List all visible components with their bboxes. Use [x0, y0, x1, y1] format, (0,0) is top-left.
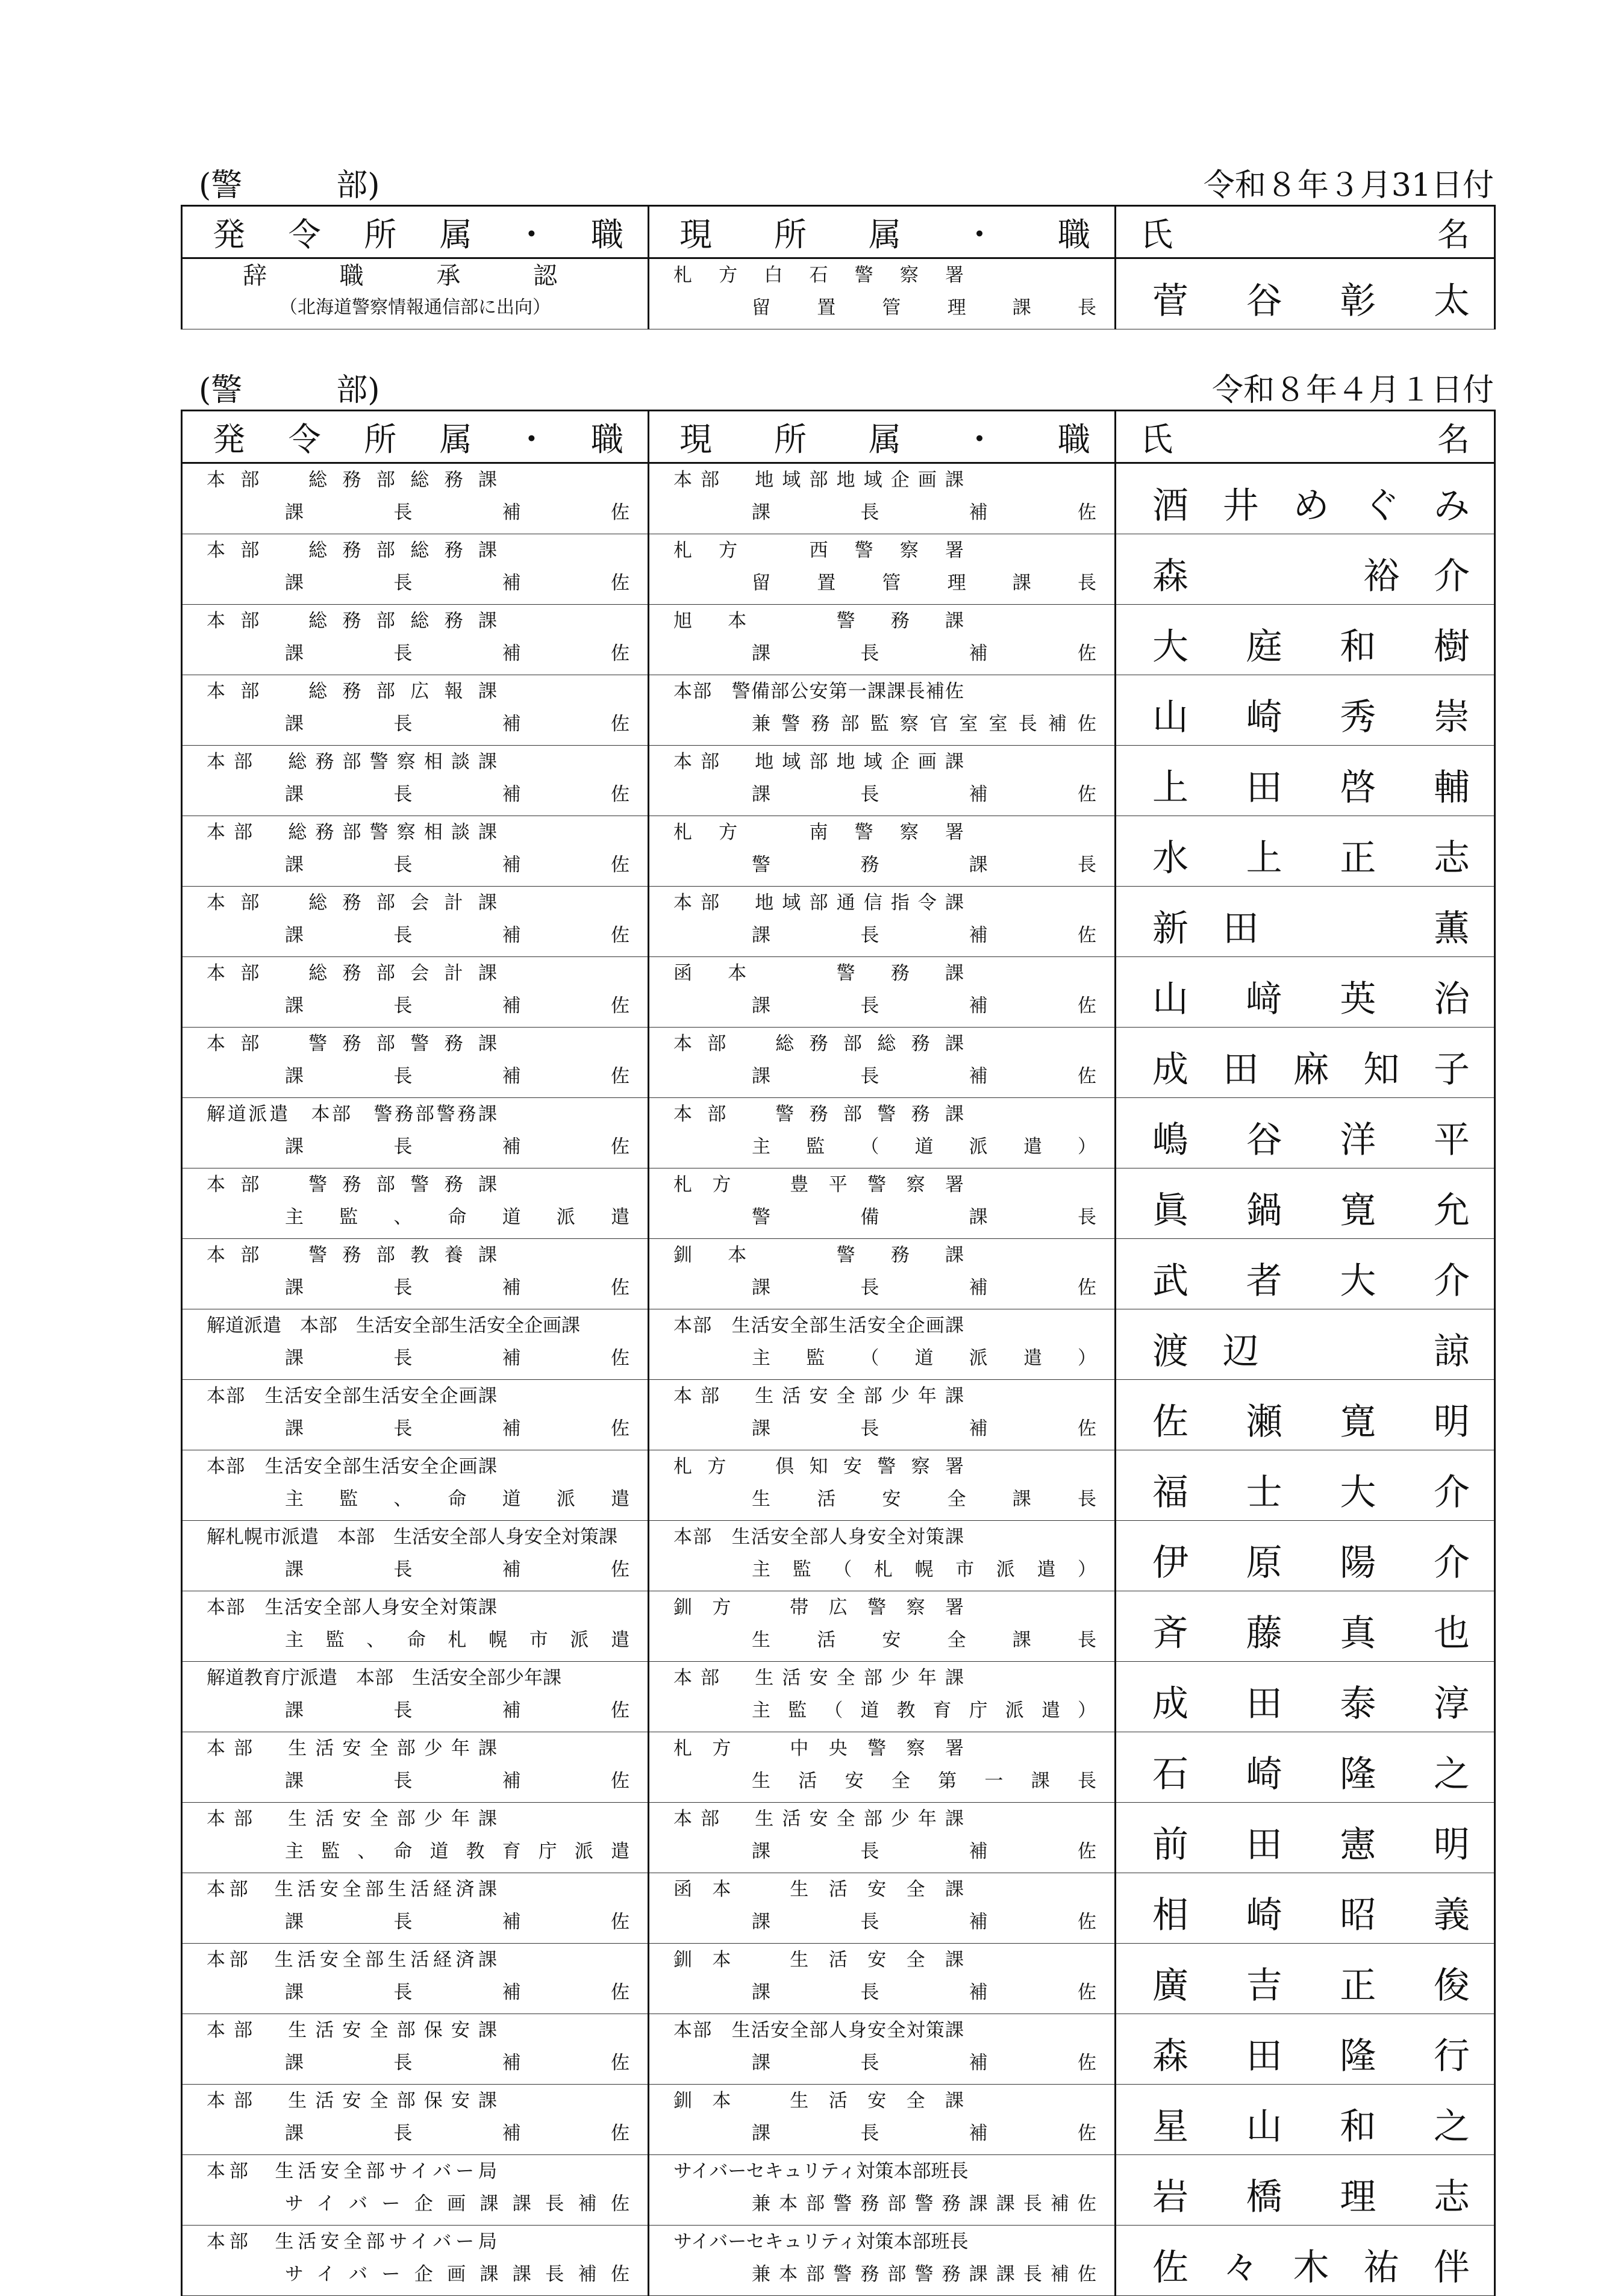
- from-cell: 本部 生活安全部保安課 課長補佐: [182, 2014, 649, 2085]
- table-row: [182, 1944, 1495, 2014]
- from-cell: 解札幌市派遣 本部 生活安全部人身安全対策課 課長補佐: [182, 1521, 649, 1591]
- current-cell: 本部 生活安全部少年課 課長補佐: [649, 1803, 1116, 1873]
- name-cell: 伊原陽介: [1116, 1521, 1495, 1591]
- section-2-date: 令和８年４月１日付: [1211, 372, 1494, 408]
- current-cell: 札方 豊平警察署 警備課長: [649, 1168, 1116, 1239]
- from-cell: 本部 生活安全部生活安全企画課 課長補佐: [182, 1380, 649, 1450]
- table-row: [182, 1450, 1495, 1521]
- current-cell: 本部 生活安全部人身安全対策課 主監（札幌市派遣）: [649, 1521, 1116, 1591]
- from-cell: 本部 生活安全部人身安全対策課 主監、命札幌市派遣: [182, 1591, 649, 1662]
- from-cell: 本部 総務部総務課 課長補佐: [182, 605, 649, 675]
- header-name: 氏名: [1116, 411, 1495, 463]
- table-row: [182, 1521, 1495, 1591]
- from-cell: 解道派遣 本部 警務部警務課 課長補佐: [182, 1098, 649, 1168]
- from-cell: 本部 総務部警察相談課 課長補佐: [182, 746, 649, 816]
- name-cell: 成田泰淳: [1116, 1662, 1495, 1732]
- table-row: [182, 1732, 1495, 1803]
- current-cell: 本部 警備部公安第一課課長補佐 兼警務部監察官室室長補佐: [649, 675, 1116, 746]
- header-current: 現所属・職: [649, 206, 1116, 258]
- name-cell: 渡辺 諒: [1116, 1309, 1495, 1380]
- name-cell: 成田麻知子: [1116, 1028, 1495, 1098]
- header-name: 氏名: [1116, 206, 1495, 258]
- table-row: [182, 1662, 1495, 1732]
- name-cell: 武者大介: [1116, 1239, 1495, 1309]
- current-cell: 旭本 警務課 課長補佐: [649, 605, 1116, 675]
- section-2-rank: (警 部): [199, 372, 380, 408]
- name-cell: 山﨑英治: [1116, 957, 1495, 1028]
- name-cell: 佐瀬寛明: [1116, 1380, 1495, 1450]
- table-row: [182, 675, 1495, 746]
- name-cell: 眞鍋寛允: [1116, 1168, 1495, 1239]
- from-cell: 本部 生活安全部少年課 課長補佐: [182, 1732, 649, 1803]
- current-cell: 釧本 生活安全課 課長補佐: [649, 1944, 1116, 2014]
- name-cell: 大庭和樹: [1116, 605, 1495, 675]
- header-from: 発令所属・職: [182, 411, 649, 463]
- name-cell: 斉藤真也: [1116, 1591, 1495, 1662]
- table-row: [182, 2014, 1495, 2085]
- table-row: [182, 2226, 1495, 2296]
- section-1-date: 令和８年３月31日付: [1203, 167, 1494, 204]
- current-cell: 釧本 生活安全課 課長補佐: [649, 2085, 1116, 2155]
- name-cell: 福士大介: [1116, 1450, 1495, 1521]
- current-cell: 釧本 警務課 課長補佐: [649, 1239, 1116, 1309]
- current-cell: 本部 生活安全部生活安全企画課 主監（道派遣）: [649, 1309, 1116, 1380]
- name-cell: 上田啓輔: [1116, 746, 1495, 816]
- name-cell: 山崎秀崇: [1116, 675, 1495, 746]
- name-cell: 酒井めぐみ: [1116, 463, 1495, 534]
- from-cell: 本部 警務部教養課 課長補佐: [182, 1239, 649, 1309]
- current-cell: 釧方 帯広警察署 生活安全課長: [649, 1591, 1116, 1662]
- header-from: 発令所属・職: [182, 206, 649, 258]
- current-cell: 本部 地域部地域企画課 課長補佐: [649, 746, 1116, 816]
- from-cell: 本部 生活安全部サイバー局 サイバー企画課課長補佐: [182, 2155, 649, 2226]
- current-cell: 函本 生活安全課 課長補佐: [649, 1873, 1116, 1944]
- name-cell: 佐々木祐伴: [1116, 2226, 1495, 2296]
- current-cell: 本部 警務部警務課 主監（道派遣）: [649, 1098, 1116, 1168]
- current-cell: 札方 南警察署 警務課長: [649, 816, 1116, 887]
- from-cell: 本部 生活安全部生活経済課 課長補佐: [182, 1944, 649, 2014]
- table-row: [182, 1591, 1495, 1662]
- section-1-table: [181, 205, 1496, 329]
- from-cell: 本部 生活安全部少年課 主監、命道教育庁派遣: [182, 1803, 649, 1873]
- table-row: [182, 463, 1495, 534]
- name-cell: 水上正志: [1116, 816, 1495, 887]
- name-cell: 森 裕介: [1116, 534, 1495, 605]
- current-cell: 札方白石警察署 留置管理課長: [649, 258, 1116, 329]
- table-row: [182, 534, 1495, 605]
- table-row: [182, 258, 1495, 329]
- from-cell: 本部 生活安全部生活経済課 課長補佐: [182, 1873, 649, 1944]
- section-2-header: [181, 364, 1494, 407]
- table-row: [182, 957, 1495, 1028]
- current-cell: 本部 総務部総務課 課長補佐: [649, 1028, 1116, 1098]
- name-cell: 相崎昭義: [1116, 1873, 1495, 1944]
- current-cell: 札方 倶知安警察署 生活安全課長: [649, 1450, 1116, 1521]
- current-cell: サイバーセキュリティ対策本部班長 兼本部警務部警務課課長補佐: [649, 2226, 1116, 2296]
- table-row: [182, 887, 1495, 957]
- current-cell: 本部 地域部地域企画課 課長補佐: [649, 463, 1116, 534]
- name-cell: 廣吉正俊: [1116, 1944, 1495, 2014]
- from-cell: 本部 総務部会計課 課長補佐: [182, 887, 649, 957]
- from-cell: 解道教育庁派遣 本部 生活安全部少年課 課長補佐: [182, 1662, 649, 1732]
- name-cell: 前田憲明: [1116, 1803, 1495, 1873]
- table-row: [182, 816, 1495, 887]
- current-cell: 札方 西警察署 留置管理課長: [649, 534, 1116, 605]
- section-1-rank: (警 部): [199, 167, 380, 204]
- table-row: [182, 2155, 1495, 2226]
- section-2-table: [181, 410, 1496, 2296]
- from-cell: 本部 警務部警務課 課長補佐: [182, 1028, 649, 1098]
- from-cell: 本部 総務部総務課 課長補佐: [182, 463, 649, 534]
- current-cell: 本部 地域部通信指令課 課長補佐: [649, 887, 1116, 957]
- name-cell: 石崎隆之: [1116, 1732, 1495, 1803]
- current-cell: 本部 生活安全部少年課 課長補佐: [649, 1380, 1116, 1450]
- header-current: 現所属・職: [649, 411, 1116, 463]
- table-row: [182, 1309, 1495, 1380]
- from-cell: 辞職承認 （北海道警察情報通信部に出向）: [182, 258, 649, 329]
- from-cell: 本部 生活安全部サイバー局 サイバー企画課課長補佐: [182, 2226, 649, 2296]
- from-cell: 本部 総務部警察相談課 課長補佐: [182, 816, 649, 887]
- section-1-header-row: [182, 206, 1495, 258]
- from-cell: 解道派遣 本部 生活安全部生活安全企画課 課長補佐: [182, 1309, 649, 1380]
- name-cell: 森田隆行: [1116, 2014, 1495, 2085]
- current-cell: 札方 中央警察署 生活安全第一課長: [649, 1732, 1116, 1803]
- name-cell: 嶋谷洋平: [1116, 1098, 1495, 1168]
- from-cell: 本部 総務部広報課 課長補佐: [182, 675, 649, 746]
- table-row: [182, 1168, 1495, 1239]
- current-cell: 本部 生活安全部少年課 主監（道教育庁派遣）: [649, 1662, 1116, 1732]
- table-row: [182, 746, 1495, 816]
- section-1-header: [181, 160, 1494, 202]
- name-cell: 菅谷彰太: [1116, 258, 1495, 329]
- table-row: [182, 1873, 1495, 1944]
- table-row: [182, 1380, 1495, 1450]
- from-cell: 本部 総務部会計課 課長補佐: [182, 957, 649, 1028]
- current-cell: サイバーセキュリティ対策本部班長 兼本部警務部警務課課長補佐: [649, 2155, 1116, 2226]
- name-cell: 星山和之: [1116, 2085, 1495, 2155]
- current-cell: 函本 警務課 課長補佐: [649, 957, 1116, 1028]
- from-cell: 本部 総務部総務課 課長補佐: [182, 534, 649, 605]
- table-row: [182, 1028, 1495, 1098]
- table-row: [182, 1239, 1495, 1309]
- table-row: [182, 1098, 1495, 1168]
- table-row: [182, 1803, 1495, 1873]
- from-cell: 本部 生活安全部保安課 課長補佐: [182, 2085, 649, 2155]
- current-cell: 本部 生活安全部人身安全対策課 課長補佐: [649, 2014, 1116, 2085]
- table-row: [182, 2085, 1495, 2155]
- name-cell: 岩橋理志: [1116, 2155, 1495, 2226]
- name-cell: 新田 薫: [1116, 887, 1495, 957]
- section-2-header-row: [182, 411, 1495, 463]
- from-cell: 本部 警務部警務課 主監、命道派遣: [182, 1168, 649, 1239]
- from-cell: 本部 生活安全部生活安全企画課 主監、命道派遣: [182, 1450, 649, 1521]
- table-row: [182, 605, 1495, 675]
